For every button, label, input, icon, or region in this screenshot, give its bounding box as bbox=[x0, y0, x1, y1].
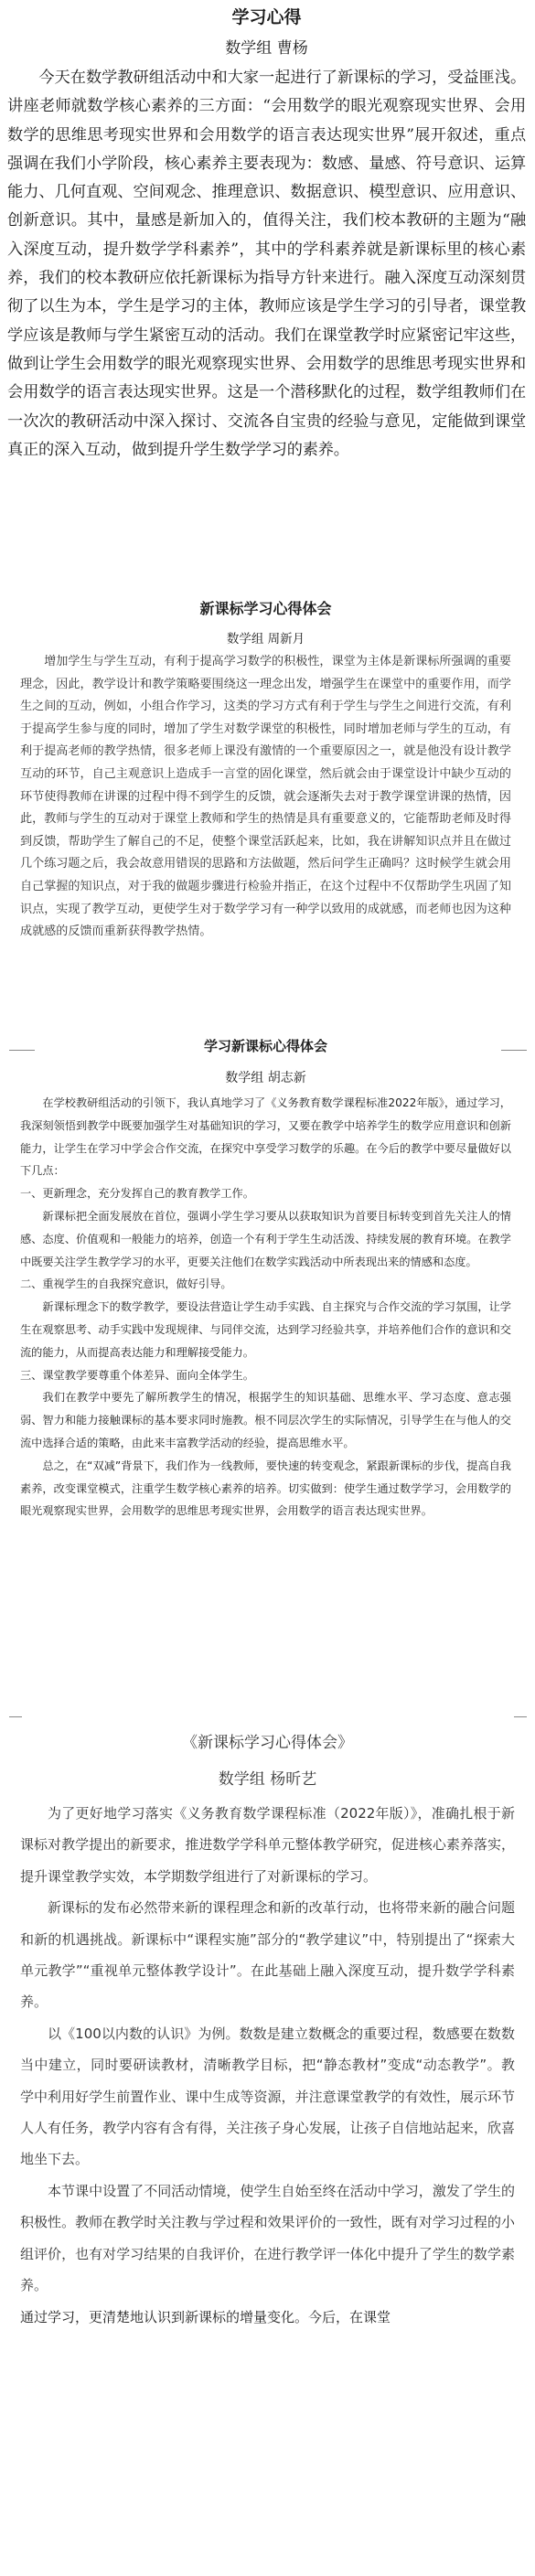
section-2-author: 数学组 周新月 bbox=[226, 632, 305, 647]
section-4-title: 《新课标学习心得体会》 bbox=[182, 1734, 353, 1752]
section-1-author: 数学组 曹杨 bbox=[225, 39, 308, 58]
section-1-paragraph: 今天在数学教研组活动中和大家一起进行了新课标的学习，受益匪浅。讲座老师就数学核心素养的三方面：“会用数学的眼光观察现实世界、会用数学的思维思考现实世界和会用数学的语言表达现实世界”展开叙述，重点强调在我们小学阶段，核心素养主要表现为：数感、量感、符号意识、运算能力、几何直观、空间观念、推理意识、数据意识、模型意识、应用意识、创新意识。其中，量感是新加入的，值得关注，我们校本教研的主题为“融入深度互动，提升数学学科素养”，其中的学科素养就是新课标里的核心素养，我们的校本教研应依托新课标为指导方针来进行。融入深度互动深刻贯彻了以生为本，学生是学习的主体，教师应该是学生学习的引导者，课堂教学应该是教师与学生紧密互动的活动。我们在课堂教学时应紧密记牢这些，做到让学生会用数学的眼光观察现实世界、会用数学的思维思考现实世界和会用数学的语言表达现实世界。这是一个潜移默化的过程，数学组教师们在一次次的教研活动中深入探讨、交流各自宝贵的经验与意见，定能做到课堂真正的深入互动，做到提升学生数学学习的素养。 bbox=[7, 69, 526, 459]
section-2 bbox=[0, 585, 535, 1015]
divider-left bbox=[9, 1716, 22, 1717]
section-3-paragraph: 新课标理念下的数学教学，要设法营造让学生动手实践、自主探究与合作交流的学习氛围，让学生在观察思考、动手实践中发现规律、与同伴交流，达到学习经验共享，并培养他们合作的意识和交流的能力，从而提高表达能力和理解接受能力。 bbox=[20, 1300, 511, 1359]
section-4-paragraph: 为了更好地学习落实《义务教育数学课程标准（2022年版）》，准确扎根于新课标对教学提出的新要求，推进数学学科单元整体教学研究，促进核心素养落实，提升课堂教学实效，本学期数学组进行了对新课标的学习。 bbox=[20, 1805, 515, 1885]
section-3-heading: 二、重视学生的自我探究意识，做好引导。 bbox=[20, 1277, 232, 1291]
divider-right bbox=[514, 1716, 527, 1717]
section-4-author: 数学组 杨昕艺 bbox=[218, 1770, 317, 1789]
section-3-heading: 一、更新理念，充分发挥自己的教育教学工作。 bbox=[20, 1187, 254, 1201]
section-2-title: 新课标学习心得体会 bbox=[199, 600, 332, 617]
section-1-title: 学习心得 bbox=[231, 7, 302, 27]
section-4-paragraph: 本节课中设置了不同活动情境，使学生自始至终在活动中学习，激发了学生的积极性。教师在教学时关注教与学过程和效果评价的一致性，既有对学习过程的小组评价，也有对学习结果的自我评价，在进行教学评一体化中提升了学生的数学素养。 bbox=[20, 2182, 515, 2294]
section-4 bbox=[0, 1719, 535, 2576]
section-3 bbox=[0, 1015, 535, 1719]
section-4-paragraph: 新课标的发布必然带来新的课程理念和新的改革行动，也将带来新的融合问题和新的机遇挑战。新课标中“课程实施”部分的“教学建议”中，特别提出了“探索大单元教学”“重视单元整体教学设计”。在此基础上融入深度互动，提升数学学科素养。 bbox=[20, 1899, 515, 2011]
section-3-paragraph: 我们在教学中要先了解所教学生的情况，根据学生的知识基础、思维水平、学习态度、意志强弱、智力和能力接触课标的基本要求同时施教。根不同层次学生的实际情况，引导学生在与他人的交流中选择合适的策略，由此来丰富教学活动的经验，提高思维水平。 bbox=[20, 1391, 511, 1449]
section-3-paragraph: 总之，在“双减”背景下，我们作为一线教师，要快速的转变观念，紧跟新课标的步伐，提高自我素养，改变课堂模式，注重学生数学核心素养的培养。切实做到：使学生通过数学学习，会用数学的眼光观察现实世界，会用数学的思维思考现实世界，会用数学的语言表达现实世界。 bbox=[20, 1459, 511, 1518]
section-3-heading: 三、课堂教学要尊重个体差异、面向全体学生。 bbox=[20, 1368, 254, 1382]
section-1 bbox=[0, 0, 535, 585]
section-3-title: 学习新课标心得体会 bbox=[203, 1038, 327, 1054]
section-3-paragraph: 在学校教研组活动的引领下，我认真地学习了《义务教育数学课程标准2022年版》，通过学习，我深刻领悟到教学中既要加强学生对基础知识的学习，又要在教学中培养学生的数学应用意识和创新能力，让学生在学习中学会合作交流，在探究中享受学习数学的乐趣。在今后的教学中要尽量做好以下几点： bbox=[20, 1096, 511, 1178]
section-3-author: 数学组 胡志新 bbox=[225, 1071, 306, 1085]
section-2-paragraph: 增加学生与学生互动，有利于提高学习数学的积极性，课堂为主体是新课标所强调的重要理念，因此，教学设计和教学策略要围绕这一理念出发，增强学生在课堂中的重要作用，而学生之间的互动，例如，小组合作学习，这类的学习方式有利于学生与学生之间进行交流，有利于提高学生参与度的同时，增加了学生对数学课堂的积极性，同时增加老师与学生的互动，有利于提高老师的教学热情，很多老师上课没有激情的一个重要原因之一，就是他没有设计教学互动的环节，自己主观意识上造成手一言堂的固化课堂，然后就会由于课堂设计中缺少互动的环节使得教师在讲课的过程中得不到学生的反馈，就会逐渐失去对于教学课堂讲课的热情，因此，教师与学生的互动对于课堂上教师和学生的热情是具有重要意义的，它能帮助老师及时得到反馈，帮助学生了解自己的不足，使整个课堂活跃起来，比如，我在讲解知识点并且在做过几个练习题之后，我会故意用错误的思路和方法做题，然后问学生正确吗？这时候学生就会用自己掌握的知识点，对于我的做题步骤进行检验并指正，在这个过程中不仅帮助学生巩固了知识点，实现了教学互动，更使学生对于数学学习有一种学以致用的成就感，而老师也因为这种成就感的反馈而重新获得教学热情。 bbox=[20, 655, 511, 939]
section-4-paragraph: 以《100以内数的认识》为例。数数是建立数概念的重要过程，数感要在数数当中建立，同时要研读教材，清晰教学目标，把“静态教材”变成“动态教学”。教学中利用好学生前置作业、课中生成等资源，并注意课堂教学的有效性，展示环节人人有任务，教学内容有含有得，关注孩子身心发展，让孩子自信地站起来，欣喜地坐下去。 bbox=[20, 2025, 515, 2168]
section-4-cutoff-line: 通过学习，更清楚地认识到新课标的增量变化。今后，在课堂 bbox=[20, 2308, 391, 2325]
section-3-paragraph: 新课标把全面发展放在首位，强调小学生学习要从以获取知识为首要目标转变到首先关注人的情感、态度、价值观和一般能力的培养，创造一个有利于学生生动活泼、持续发展的教育环境。在教学中既要关注学生教学学习的水平，更要关注他们在数学实践活动中所表现出来的情感和态度。 bbox=[20, 1209, 511, 1268]
